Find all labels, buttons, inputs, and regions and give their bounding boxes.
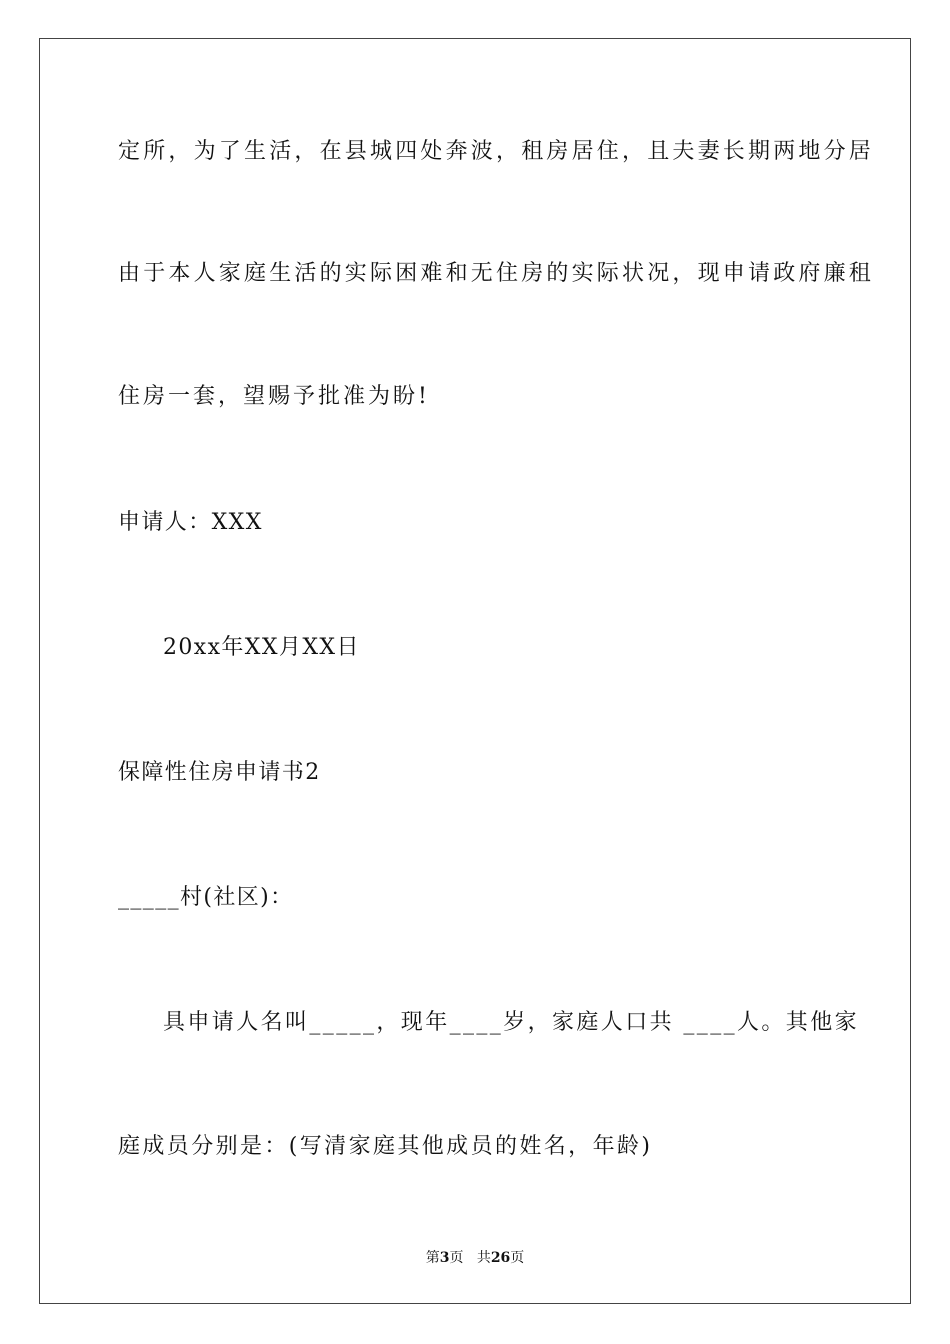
addressee-line: _____村(社区)： [118, 885, 294, 910]
section-heading: 保障性住房申请书2 [118, 760, 321, 785]
signature-date: 20xx年XX月XX日 [163, 635, 360, 660]
body-line-3: 住房一套，望赐予批准为盼! [118, 384, 430, 409]
body-line-family-members: 庭成员分别是：(写清家庭其他成员的姓名，年龄) [118, 1134, 653, 1159]
body-line-applicant-info: 具申请人名叫_____，现年____岁，家庭人口共 ____人。其他家 [163, 1010, 859, 1035]
page-footer [0, 1249, 950, 1267]
page-number: 3 [439, 1250, 450, 1266]
body-line-1: 定所，为了生活，在县城四处奔波，租房居住，且夫妻长期两地分居 [118, 139, 875, 164]
page-prefix: 第 [425, 1250, 440, 1266]
page-border [39, 38, 911, 1304]
total-suffix: 页 [510, 1250, 525, 1266]
total-prefix: 共 [476, 1250, 491, 1266]
page-suffix: 页 [449, 1250, 464, 1266]
applicant-signature: 申请人：XXX [118, 510, 263, 535]
body-line-2: 由于本人家庭生活的实际困难和无住房的实际状况，现申请政府廉租 [118, 261, 875, 286]
total-pages: 26 [490, 1250, 511, 1266]
